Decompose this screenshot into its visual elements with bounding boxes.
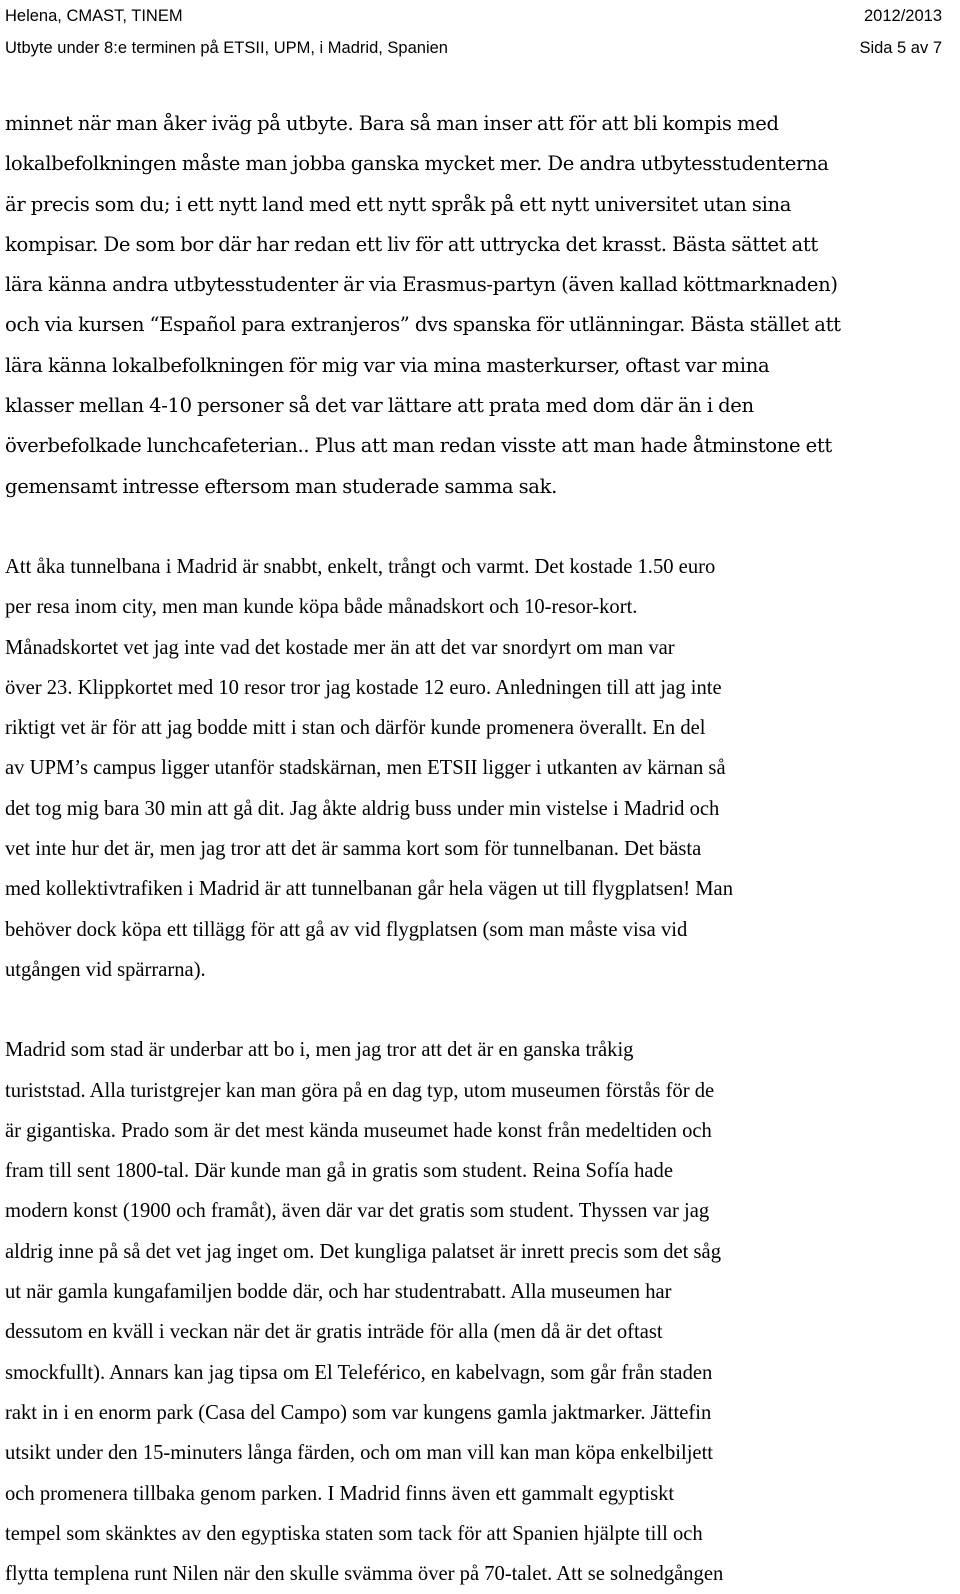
header-subtitle: Utbyte under 8:e terminen på ETSII, UPM, i Madrid, Spanien [5,39,448,57]
text-line: modern konst (1900 och framåt), även där var det gratis som student. Thyssen var jag [5,1200,710,1223]
text-line: är gigantiska. Prado som är det mest kända museumet hade konst från medeltiden och [5,1119,712,1142]
text-line: turiststad. Alla turistgrejer kan man göra på en dag typ, utom museumen förstås för de [5,1079,715,1102]
header-bottom-row [5,32,942,64]
paragraph-transport [5,547,953,990]
text-line: över 23. Klippkortet med 10 resor tror jag kostade 12 euro. Anledningen till att jag inte [5,676,722,699]
header-year: 2012/2013 [864,7,942,25]
text-line: Att åka tunnelbana i Madrid är snabbt, enkelt, trångt och varmt. Det kostade 1.50 euro [5,555,716,578]
paragraph-friends [5,104,953,507]
text-line: vet inte hur det är, men jag tror att det är samma kort som för tunnelbanan. Det bästa [5,838,702,861]
text-line: fram till sent 1800-tal. Där kunde man gå in gratis som student. Reina Sofía hade [5,1160,673,1183]
text-line: per resa inom city, men man kunde köpa både månadskort och 10-resor-kort. [5,596,638,619]
text-line: dessutom en kväll i veckan när det är gratis inträde för alla (men då är det oftast [5,1321,663,1344]
text-line: Månadskortet vet jag inte vad det kostade mer än att det var snordyrt om man var [5,636,675,659]
text-line: minnet när man åker iväg på utbyte. Bara så man inser att för att bli kompis med [5,112,779,135]
text-line: överbefolkade lunchcafeterian.. Plus att man redan visste att man hade åtminstone ett [5,434,832,458]
text-line: riktigt vet är för att jag bodde mitt i stan och därför kunde promenera överallt. En del [5,717,706,740]
text-line: rakt in i en enorm park (Casa del Campo) som var kungens gamla jaktmarker. Jättefin [5,1401,712,1424]
text-line: lära känna lokalbefolkningen för mig var via mina masterkurser, oftast var mina [5,353,770,377]
text-line: tempel som skänktes av den egyptiska staten som tack för att Spanien hjälpte till och [5,1522,703,1545]
text-line: flytta templena runt Nilen när den skulle svämma över på 70-talet. Att se solnedgången [5,1563,724,1586]
text-line: lära känna andra utbytesstudenter är via Erasmus-partyn (även kallad köttmarknaden) [5,273,838,297]
page-number: Sida 5 av 7 [859,39,942,57]
text-line: med kollektivtrafiken i Madrid är att tunnelbanan går hela vägen ut till flygplatsen! Man [5,878,733,901]
text-line: aldrig inne på så det vet jag inget om. Det kungliga palatset är inrett precis som det såg [5,1240,721,1263]
text-line: gemensamt intresse eftersom man studerade samma sak. [5,474,558,498]
text-line: av UPM’s campus ligger utanför stadskärnan, men ETSII ligger i utkanten av kärnan så [5,757,726,780]
text-line: och via kursen “Español para extranjeros” dvs spanska för utlänningar. Bästa stället att [5,313,841,337]
header-top-row [5,0,942,32]
header-author: Helena, CMAST, TINEM [5,7,183,25]
document-body [5,104,953,1594]
text-line: lokalbefolkningen måste man jobba ganska mycket mer. De andra utbytesstudenterna [5,152,829,176]
text-line: kompisar. De som bor där har redan ett liv för att uttrycka det krasst. Bästa sättet att [5,232,818,256]
text-line: det tog mig bara 30 min att gå dit. Jag åkte aldrig buss under min vistelse i Madrid och [5,797,720,820]
text-line: utsikt under den 15-minuters långa färden, och om man vill kan man köpa enkelbiljett [5,1442,714,1465]
text-line: Madrid som stad är underbar att bo i, men jag tror att det är en ganska tråkig [5,1039,634,1062]
text-line: är precis som du; i ett nytt land med ett nytt språk på ett nytt universitet utan sina [5,192,792,216]
text-line: klasser mellan 4-10 personer så det var lättare att prata med dom där än i den [5,394,754,418]
paragraph-tourism [5,1030,953,1594]
text-line: utgången vid spärrarna). [5,958,206,981]
page-header [5,0,942,64]
text-line: smockfullt). Annars kan jag tipsa om El Teleférico, en kabelvagn, som går från staden [5,1361,713,1384]
text-line: ut när gamla kungafamiljen bodde där, och har studentrabatt. Alla museumen har [5,1281,672,1304]
text-line: och promenera tillbaka genom parken. I Madrid finns även ett gammalt egyptiskt [5,1482,675,1505]
text-line: behöver dock köpa ett tillägg för att gå av vid flygplatsen (som man måste visa vid [5,918,688,941]
